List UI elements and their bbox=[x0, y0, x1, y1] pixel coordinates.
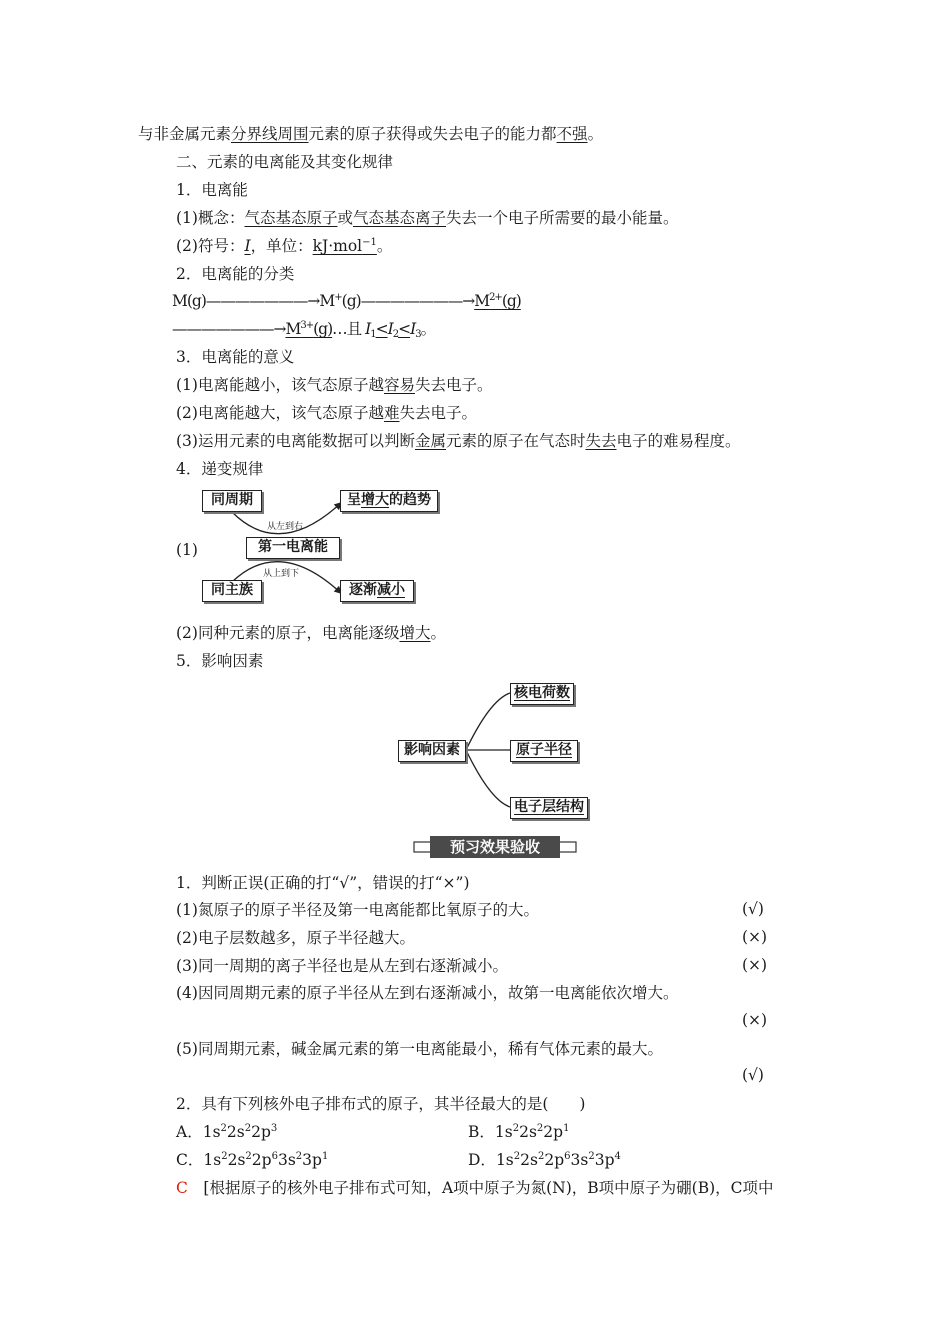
ionization-sequence: $———————\to M^{3+}(g)\dots$且 $I_1<I_2<I_3$。 bbox=[172, 320, 436, 340]
subsection-heading: 1．电离能 bbox=[176, 181, 248, 199]
subsection-heading: 3．电离能的意义 bbox=[176, 348, 295, 366]
box-nuclear-charge: 核电荷数 bbox=[510, 683, 574, 705]
option-a: A．$1s^22s^22p^3$ bbox=[176, 1123, 278, 1141]
box-influencing-factors: 影响因素 bbox=[398, 740, 466, 762]
text-line: (2)电离能越大，该气态原子越难失去电子。 bbox=[176, 404, 477, 422]
subsection-heading: 2．电离能的分类 bbox=[176, 265, 295, 283]
question-item: (1)氮原子的原子半径及第一电离能都比氧原子的大。 bbox=[176, 901, 539, 919]
question-title: 1．判断正误(正确的打“√”，错误的打“×”) bbox=[176, 874, 470, 892]
box-gradually-decrease: 逐渐减小 bbox=[340, 580, 414, 602]
question-item: (4)因同周期元素的原子半径从左到右逐渐减小，故第一电离能依次增大。 bbox=[176, 984, 679, 1002]
box-same-period: 同周期 bbox=[202, 490, 262, 512]
text-line: (3)运用元素的电离能数据可以判断金属元素的原子在气态时失去电子的难易程度。 bbox=[176, 432, 741, 450]
answer-letter: C bbox=[176, 1179, 188, 1197]
box-first-ionization-energy: 第一电离能 bbox=[246, 537, 340, 559]
subsection-heading: 4．递变规律 bbox=[176, 460, 264, 478]
question-item: (5)同周期元素，碱金属元素的第一电离能最小，稀有气体元素的最大。 bbox=[176, 1040, 663, 1058]
option-d: D．$1s^22s^22p^63s^23p^4$ bbox=[468, 1151, 621, 1169]
answer-mark: (×) bbox=[742, 1011, 768, 1029]
diagram-label: (1) bbox=[176, 541, 198, 559]
box-electron-shell-structure: 电子层结构 bbox=[510, 797, 588, 819]
banner-preview-check: 预习效果验收 bbox=[430, 836, 560, 858]
box-atomic-radius: 原子半径 bbox=[510, 740, 578, 762]
answer-mark: (×) bbox=[742, 928, 768, 946]
text-line: (1)概念：气态基态原子或气态基态离子失去一个电子所需要的最小能量。 bbox=[176, 209, 679, 227]
option-b: B．$1s^22s^22p^1$ bbox=[468, 1123, 570, 1141]
text-line: 与非金属元素分界线周围元素的原子获得或失去电子的能力都不强。 bbox=[138, 125, 604, 143]
answer-mark: (√) bbox=[742, 1066, 764, 1084]
option-c: C．$1s^22s^22p^63s^23p^1$ bbox=[176, 1151, 329, 1169]
text-line: (2)符号：I，单位：kJ·mol$^{-1}$。 bbox=[176, 237, 393, 255]
answer-mark: (×) bbox=[742, 956, 768, 974]
text-line: (1)电离能越小，该气态原子越容易失去电子。 bbox=[176, 376, 493, 394]
arrow-label-top-to-bottom: 从上到下 bbox=[263, 569, 300, 579]
answer-mark: (√) bbox=[742, 900, 764, 918]
answer-explanation: C [根据原子的核外电子排布式可知，A项中原子为氮(N)，B项中原子为硼(B)，C项中 bbox=[176, 1179, 774, 1197]
text-line: (2)同种元素的原子，电离能逐级增大。 bbox=[176, 624, 446, 642]
box-increasing-trend: 呈增大的趋势 bbox=[340, 490, 438, 512]
ionization-sequence: $M(g)———————\to M^+(g)———————\to M^{2+}(g)$ bbox=[172, 292, 521, 310]
question-item: (2)电子层数越多，原子半径越大。 bbox=[176, 929, 415, 947]
subsection-heading: 5．影响因素 bbox=[176, 652, 264, 670]
question-item: (3)同一周期的离子半径也是从左到右逐渐减小。 bbox=[176, 957, 508, 975]
box-same-group: 同主族 bbox=[202, 580, 262, 602]
section-heading: 二、元素的电离能及其变化规律 bbox=[176, 153, 394, 171]
arrow-label-left-to-right: 从左到右 bbox=[267, 522, 304, 532]
question-title: 2．具有下列核外电子排布式的原子，其半径最大的是( ) bbox=[176, 1095, 586, 1113]
